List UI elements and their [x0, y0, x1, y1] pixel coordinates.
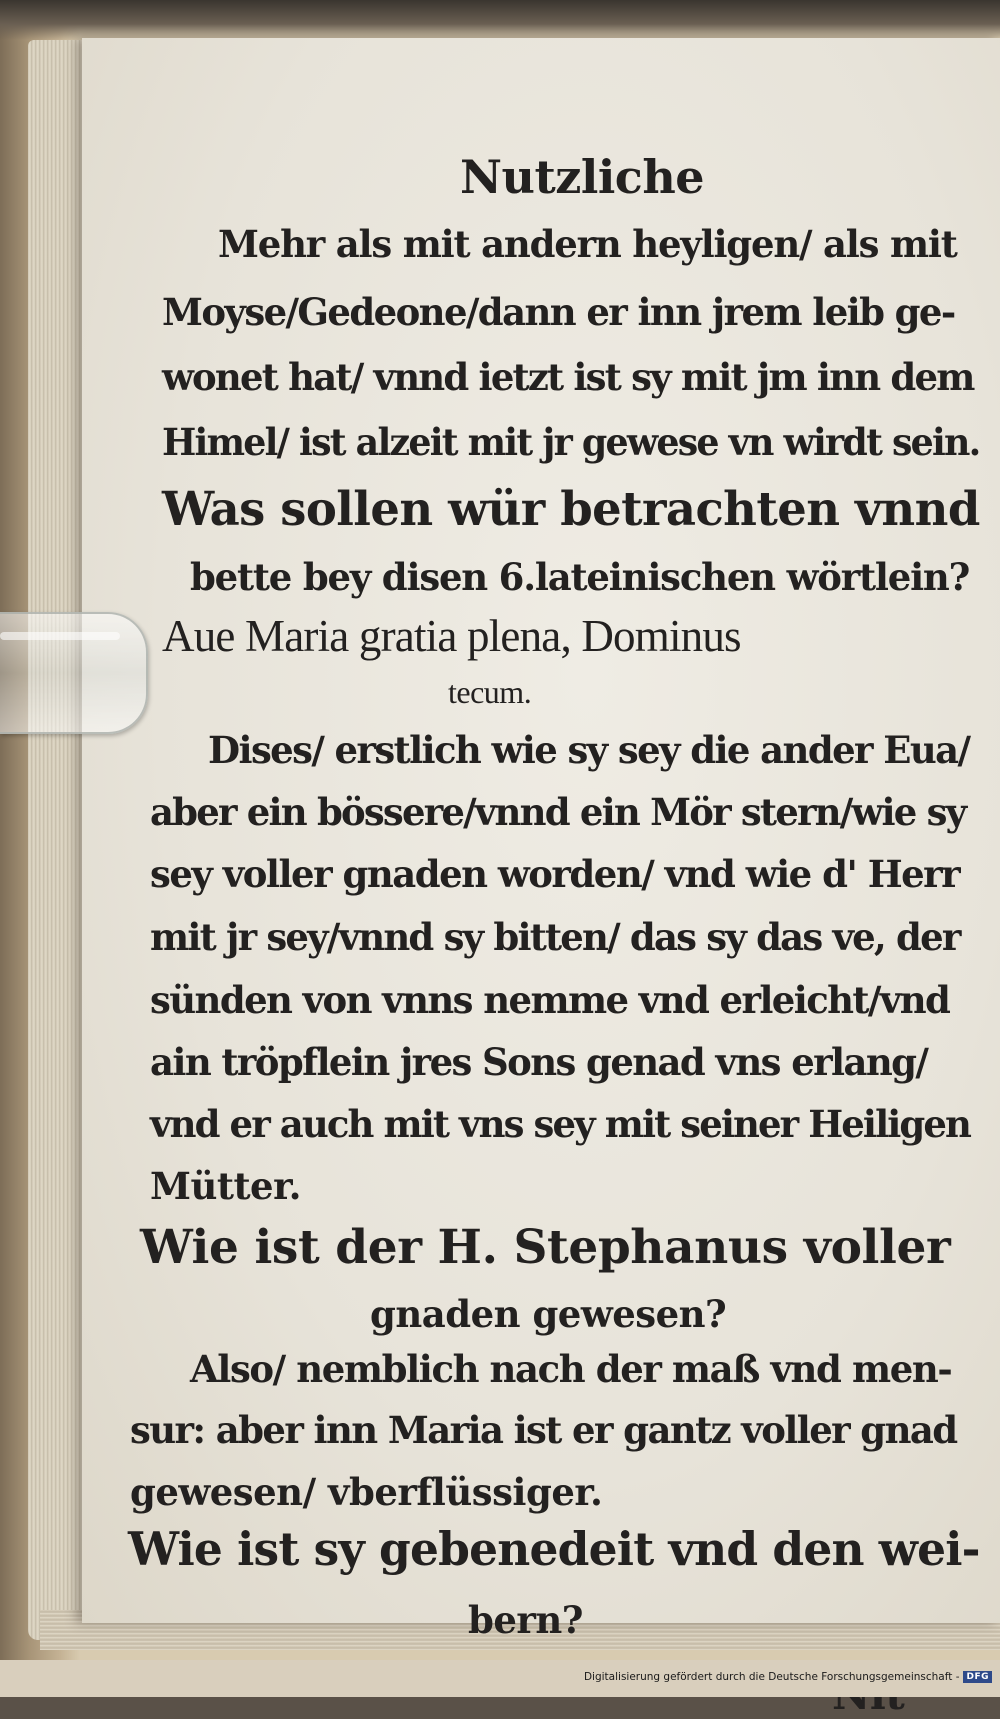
digitization-credit [584, 1671, 992, 1683]
latin-quote: Aue Maria gratia plena, Dominus [162, 611, 741, 661]
text-line: wonet hat/ vnnd ietzt ist sy mit jm inn dem [162, 355, 974, 399]
text-line: aber ein bössere/vnnd ein Mör stern/wie sy [150, 790, 966, 834]
top-shadow [0, 0, 1000, 40]
text-line: sur: aber inn Maria ist er gantz voller gnad [130, 1408, 957, 1452]
text-line: Mütter. [150, 1164, 302, 1208]
latin-quote-cont: tecum. [448, 674, 532, 710]
text-line: Moyse/Gedeone/dann er inn jrem leib ge- [162, 290, 955, 334]
question-heading: Wie ist der H. Stephanus voller [140, 1220, 951, 1275]
text-line: Himel/ ist alzeit mit jr gewese vn wirdt sein. [162, 420, 980, 464]
dfg-logo: DFG [963, 1671, 992, 1683]
bookmark-clip [0, 612, 148, 734]
running-title: Nutzliche [460, 150, 705, 204]
question-heading-cont: bette bey disen 6.lateinischen wörtlein? [190, 555, 970, 599]
question-heading-cont: bern? [468, 1598, 583, 1642]
text-line: Mehr als mit andern heyligen/ als mit [218, 222, 957, 266]
question-heading: Was sollen wür betrachten vnnd [162, 482, 980, 537]
text-line: mit jr sey/vnnd sy bitten/ das sy das ve, der [150, 915, 960, 959]
text-line: sey voller gnaden worden/ vnd wie d' Herr [150, 852, 960, 896]
text-line: Also/ nemblich nach der maß vnd men- [190, 1347, 952, 1391]
text-line: vnd er auch mit vns sey mit seiner Heiligen [150, 1102, 970, 1146]
text-line: gewesen/ vberflüssiger. [130, 1470, 603, 1514]
question-heading-cont: gnaden gewesen? [370, 1292, 727, 1336]
question-heading: Wie ist sy gebenedeit vnd den wei- [128, 1522, 980, 1576]
text-line: Dises/ erstlich wie sy sey die ander Eua/ [208, 728, 970, 772]
text-line: sünden von vnns nemme vnd erleicht/vnd [150, 978, 950, 1022]
credit-text: Digitalisierung gefördert durch die Deutsche Forschungsgemeinschaft - [583, 1671, 960, 1683]
text-line: ain tröpflein jres Sons genad vns erlang/ [150, 1040, 928, 1084]
